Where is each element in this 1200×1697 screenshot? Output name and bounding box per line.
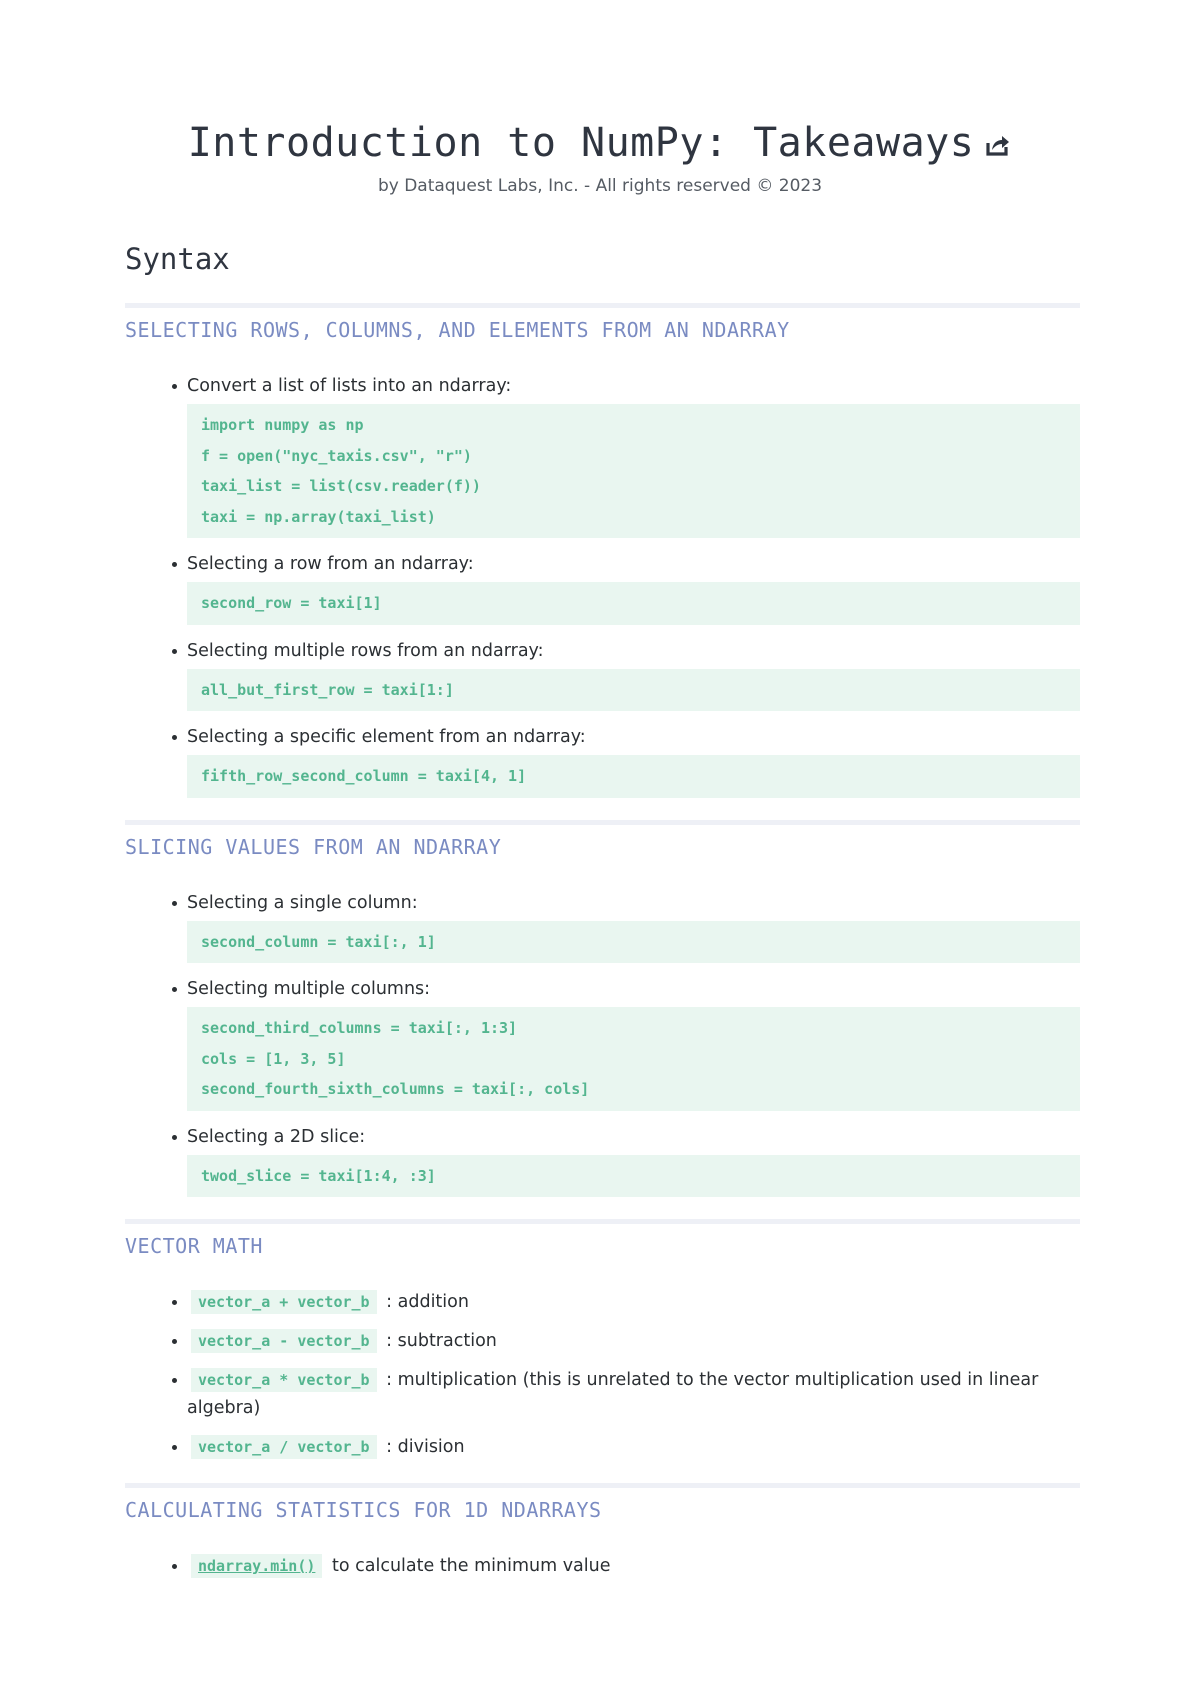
item-text: Selecting a 2D slice: bbox=[187, 1126, 366, 1147]
content bbox=[125, 238, 1080, 1602]
list-item bbox=[187, 372, 1080, 538]
list-item bbox=[187, 550, 1080, 625]
section-title: Syntax bbox=[125, 242, 230, 276]
header bbox=[0, 120, 1200, 196]
subsection bbox=[125, 1483, 1080, 1580]
item-text: : addition bbox=[386, 1292, 469, 1312]
code-block bbox=[187, 404, 1080, 538]
share-icon[interactable] bbox=[984, 122, 1012, 168]
item-text: : division bbox=[386, 1437, 465, 1457]
list-item bbox=[187, 975, 1080, 1111]
subsection-title: VECTOR MATH bbox=[125, 1234, 263, 1258]
item-text: to calculate the minimum value bbox=[331, 1556, 611, 1576]
item-text: Selecting multiple rows from an ndarray: bbox=[187, 640, 544, 661]
list-item bbox=[187, 1552, 1080, 1580]
code-line: second_third_columns = taxi[:, 1:3] bbox=[201, 1019, 518, 1037]
list-item bbox=[187, 1327, 1080, 1355]
code-block bbox=[187, 921, 1080, 964]
code-line: fifth_row_second_column = taxi[4, 1] bbox=[201, 767, 527, 785]
inline-code: vector_a / vector_b bbox=[191, 1435, 377, 1459]
list-item bbox=[187, 723, 1080, 798]
item-text: : multiplication (this is unrelated to the vector multiplication used in linear algebra) bbox=[187, 1370, 1039, 1418]
code-line: import numpy as np bbox=[201, 416, 364, 434]
subsection bbox=[125, 303, 1080, 798]
subsection bbox=[125, 1219, 1080, 1461]
subsection-title: SLICING VALUES FROM AN NDARRAY bbox=[125, 834, 502, 859]
list-item bbox=[187, 637, 1080, 712]
item-text: Selecting a specific element from an ndarray: bbox=[187, 727, 586, 747]
list-item bbox=[187, 1366, 1080, 1422]
item-text: Selecting multiple columns: bbox=[187, 979, 431, 999]
item-text: Selecting a row from an ndarray: bbox=[187, 554, 474, 574]
code-block bbox=[187, 1007, 1080, 1111]
subsection bbox=[125, 820, 1080, 1198]
code-block bbox=[187, 1155, 1080, 1198]
code-line: cols = [1, 3, 5] bbox=[201, 1049, 346, 1068]
item-text: Selecting a single column: bbox=[187, 892, 418, 913]
code-line: f = open("nyc_taxis.csv", "r") bbox=[201, 446, 472, 465]
item-text: Convert a list of lists into an ndarray: bbox=[187, 376, 512, 396]
code-line: second_row = taxi[1] bbox=[201, 594, 382, 612]
inline-code: vector_a * vector_b bbox=[191, 1368, 377, 1392]
byline: by Dataquest Labs, Inc. - All rights reserved © 2023 bbox=[377, 176, 823, 196]
subsection-title: CALCULATING STATISTICS FOR 1D NDARRAYS bbox=[125, 1498, 602, 1522]
code-line: second_fourth_sixth_columns = taxi[:, cols] bbox=[201, 1080, 590, 1098]
code-block bbox=[187, 755, 1080, 798]
item-list bbox=[125, 1552, 1080, 1580]
list-item bbox=[187, 1288, 1080, 1316]
code-line: taxi = np.array(taxi_list) bbox=[201, 507, 436, 526]
code-block bbox=[187, 582, 1080, 625]
code-line: all_but_first_row = taxi[1:] bbox=[201, 680, 454, 699]
item-list bbox=[125, 889, 1080, 1198]
list-item bbox=[187, 1123, 1080, 1198]
code-link[interactable]: ndarray.min() bbox=[191, 1554, 322, 1578]
code-block bbox=[187, 669, 1080, 712]
item-list bbox=[125, 372, 1080, 798]
code-line: twod_slice = taxi[1:4, :3] bbox=[201, 1166, 436, 1185]
page-title: Introduction to NumPy: Takeaways bbox=[0, 120, 1200, 168]
item-list bbox=[125, 1288, 1080, 1461]
code-line: taxi_list = list(csv.reader(f)) bbox=[201, 477, 481, 495]
code-line: second_column = taxi[:, 1] bbox=[201, 932, 436, 951]
list-item bbox=[187, 1433, 1080, 1461]
subsection-title: SELECTING ROWS, COLUMNS, AND ELEMENTS FROM AN NDARRAY bbox=[125, 318, 790, 342]
inline-code: vector_a - vector_b bbox=[191, 1329, 377, 1353]
inline-code: vector_a + vector_b bbox=[191, 1290, 377, 1314]
list-item bbox=[187, 889, 1080, 964]
item-text: : subtraction bbox=[386, 1331, 497, 1351]
